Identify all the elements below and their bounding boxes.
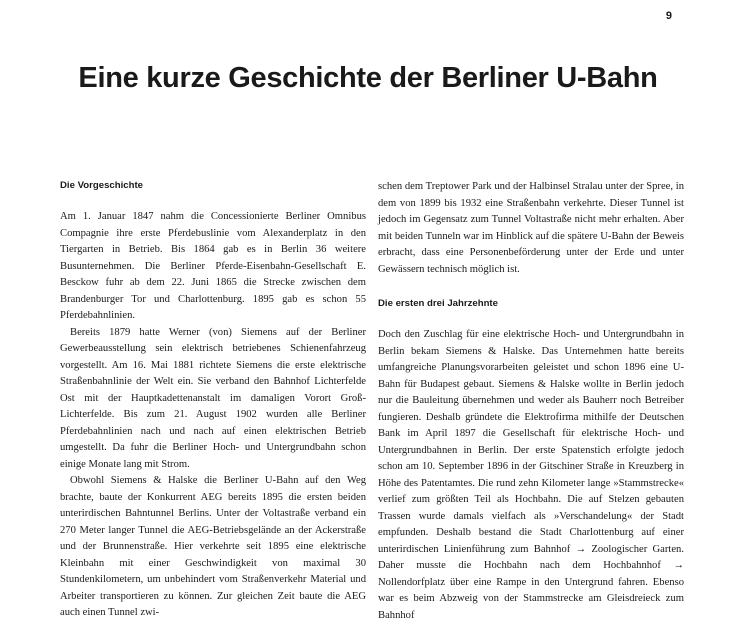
section-heading-vorgeschichte: Die Vorgeschichte [60,180,143,191]
left-column [60,179,366,622]
page-number: 9 [665,10,672,22]
section-heading-jahrzehnte: Die ersten drei Jahrzehnte [378,298,498,309]
paragraph: Obwohl Siemens & Halske die Berliner U-Bahn auf den Weg brachte, baute der Konkurrent AEG bereits 1895 die ersten beiden unterirdischen Bahntunnel Berlins. Unter der Voltastraße verband ein 270 Meter langer Tunnel die AEG-Betriebsgelände an der Ackerstraße und der Brunnenstraße. Hier verkehrte seit 1895 eine elektrische Kleinbahn mit einer Geschwindigkeit von maximal 30 Stundenkilometern, um unbehindert vom Straßenverkehr Material und Arbeiter transportieren zu können. Zur gleichen Zeit baute die AEG auch einen Tunnel zwi- [60,475,366,618]
right-column [378,179,684,624]
paragraph: Bereits 1879 hatte Werner (von) Siemens auf der Berliner Gewerbeausstellung sein elektrisch betriebenes Schienenfahrzeug vorgestellt. Am 16. Mai 1881 richtete Siemens die erste elektrische Straßenbahnlinie der Welt ein. Sie verband den Bahnhof Lichterfelde Ost mit der Hauptkadettenanstalt im damaligen Vorort Groß-Lichterfelde. Bis zum 21. August 1902 wurden alle Berliner Pferdebahnlinien nach und nach auf einen elektrischen Betrieb umgestellt. Da fuhr die Berliner Hoch- und Untergrundbahn schon einige Monate lang mit Strom. [60,326,366,470]
paragraph: Doch den Zuschlag für eine elektrische Hoch- und Untergrundbahn in Berlin bekam Siemens & Halske. Das Unternehmen hatte bereits umfangreiche Planungsvorarbeiten geleistet und schon 1896 eine U-Bahn für Budapest gebaut. Siemens & Halske wollte in Berlin jedoch nur die Bauleitung übernehmen und weder als Bauherr noch Betreiber fungieren. Deshalb gründete die Elektrofirma mithilfe der Deutschen Bank im April 1897 die Gesellschaft für elektrische Hoch- und Untergrundbahnen in Berlin. Der erste Spatenstich erfolgte jedoch schon am 10. September 1896 in der Gitschiner Straße in Kreuzberg in Höhe des Patentamtes. Die rund zehn Kilometer lange »Stammstrecke« verlief zum größten Teil als Hochbahn. Die auf Stelzen gebauten Trassen wurde damals vielfach als »Verschandelung« der Stadt empfunden. Deshalb bestand die Stadt Charlottenburg auf einer unterirdischen Linienführung zum Bahnhof → Zoologischer Garten. Daher musste die Hochbahn nach dem Hochbahnhof → Nollendorfplatz über eine Rampe in den Untergrund fahren. Ebenso war es beim Abzweig von der Stammstrecke am Gleisdreieck zum Bahnhof [378,329,684,621]
page-title: Eine kurze Geschichte der Berliner U-Bahn [78,62,658,94]
paragraph: Am 1. Januar 1847 nahm die Concessionierte Berliner Omnibus Compagnie ihre erste Pferdebuslinie vom Alexanderplatz in den Tiergarten in Betrieb. Bis 1864 gab es in Berlin 36 weitere Busunternehmen. Die Berliner Pferde-Eisenbahn-Gesellschaft E. Besckow fuhr ab dem 22. Juni 1865 die Strecke zwischen dem Brandenburger Tor und Charlottenburg. 1895 gab es schon 55 Pferdebahnlinien. [60,211,366,321]
paragraph-continuation: schen dem Treptower Park und der Halbinsel Stralau unter der Spree, in dem von 1899 bis 1932 eine Straßenbahn verkehrte. Dieser Tunnel ist jedoch im Gegensatz zum Tunnel Voltastraße nicht mehr erhalten. Aber mit beiden Tunneln war im Hinblick auf die spätere U-Bahn der Beweis erbracht, dass eine Personenbeförderung unter der Erde und unter Gewässern technisch möglich ist. [378,181,684,275]
